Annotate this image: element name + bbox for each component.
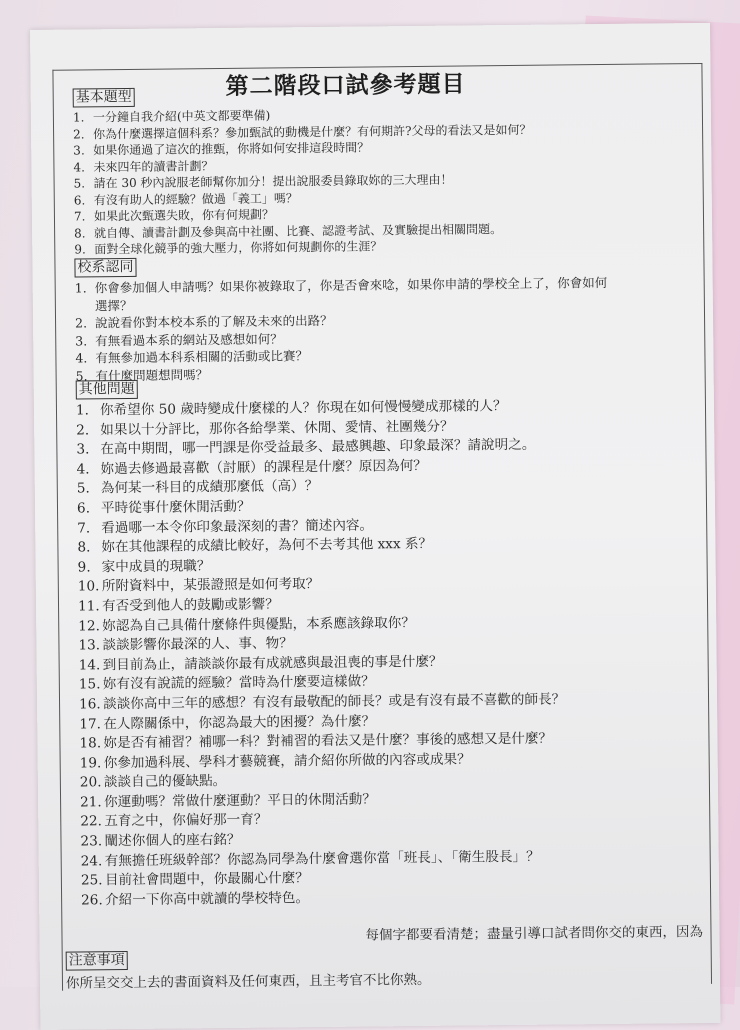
item-text: 你運動嗎？常做什麼運動？平日的休閒活動？ xyxy=(104,791,377,811)
item-text: 如果此次甄選失敗，你有何規劃？ xyxy=(93,207,275,224)
item-number: 5. xyxy=(75,367,88,384)
item-text: 說說看你對本校本系的了解及未來的出路？ xyxy=(94,312,333,331)
item-number: 4. xyxy=(76,461,90,478)
item-number: 3. xyxy=(76,441,90,458)
item-text: 就自傳、讀書計劃及參與高中社團、比賽、認證考試、及實驗提出相關問題。 xyxy=(94,221,503,240)
item-text: 談談自己的優缺點。 xyxy=(103,773,227,791)
section-heading: 其他問題 xyxy=(76,380,138,400)
item-number: 4. xyxy=(75,350,88,366)
item-number: 2. xyxy=(74,315,88,331)
item-text: 介紹一下你高中就讀的學校特色。 xyxy=(105,889,310,909)
item-number: 25. xyxy=(80,872,103,889)
item-number: 2. xyxy=(76,421,90,439)
notes-line-2: 你所呈交交上去的書面資料及任何東西， xyxy=(65,973,310,992)
notes-line-3: 且主考官不比你熟。 xyxy=(308,971,431,990)
item-number: 16. xyxy=(78,696,101,713)
item-text: 你會參加個人申請嗎？如果你被錄取了，你是否會來唸，如果你申請的學校全上了，你會如何 xyxy=(94,274,608,296)
item-number: 21. xyxy=(80,794,102,811)
item-text: 闡述你個人的座右銘？ xyxy=(104,831,241,850)
item-text: 有沒有助人的經驗？做過「義工」嗎？ xyxy=(93,190,298,207)
item-text: 面對全球化競爭的強大壓力，你將如何規劃你的生涯？ xyxy=(94,239,383,257)
item-text: 有無擔任班級幹部？你認為同學為什麼會選你當「班長」、「衛生股長」？ xyxy=(104,848,540,869)
item-number: 8. xyxy=(77,539,91,556)
item-text: 有什麼問題想問嗎？ xyxy=(95,366,209,383)
item-text: 如果以十分評比，那你各給學業、休閒、愛情、社團幾分？ xyxy=(100,418,454,438)
item-number: 7. xyxy=(73,209,86,224)
item-number: 2. xyxy=(73,126,85,142)
item-text: 在高中期間，哪一門課是你受益最多、最感興趣、印象最深？請說明之。 xyxy=(100,436,536,458)
item-text: 你希望你 50 歲時變成什麼樣的人？你現在如何慢慢變成那樣的人？ xyxy=(99,398,507,419)
item-text: 妳過去修過最喜歡（討厭）的課程是什麼？原因為何？ xyxy=(100,457,427,478)
notes-line-1: 每個字都要看清楚；盡量引導口試者問你交的東西，因為 xyxy=(365,924,704,944)
item-number: 1. xyxy=(75,402,90,419)
item-number: 13. xyxy=(78,637,101,654)
item-number: 1. xyxy=(72,110,85,125)
item-number: 12. xyxy=(78,617,100,635)
item-number: 22. xyxy=(80,813,103,830)
document-page xyxy=(30,23,720,1030)
item-number: 8. xyxy=(74,225,86,241)
item-text: 你為什麼選擇這個科系？參加甄試的動機是什麼？有何期許?父母的看法又是如何？ xyxy=(93,122,532,141)
section-other xyxy=(76,373,568,910)
item-text: 到目前為止，請談談你最有成就感與最沮喪的事是什麼？ xyxy=(102,653,443,673)
item-text: 請在 30 秒內說服老師幫你加分！提出說服委員錄取妳的三大理由！ xyxy=(93,172,453,191)
item-number: 17. xyxy=(79,715,101,733)
item-number: 24. xyxy=(80,852,103,870)
document-title: 第二階段口試參考題目 xyxy=(225,71,466,100)
item-number: 26. xyxy=(81,892,103,909)
item-number: 18. xyxy=(79,735,102,752)
item-text: 妳認為自己具備什麼條件與優點，本系應該錄取你？ xyxy=(102,614,415,634)
item-number: 4. xyxy=(73,159,85,175)
item-text-continuation: 選擇？ xyxy=(94,297,133,313)
item-text: 妳在其他課程的成績比較好，為何不去考其他 xxx 系？ xyxy=(101,535,433,556)
item-text: 談談影響你最深的人、事、物？ xyxy=(102,635,293,654)
item-number: 3. xyxy=(73,143,85,158)
item-number: 14. xyxy=(78,657,101,674)
item-text: 未來四年的讀書計劃？ xyxy=(93,158,214,174)
item-number: 5. xyxy=(73,176,86,191)
item-text: 一分鐘自我介紹(中英文都要準備) xyxy=(92,108,271,125)
item-text: 妳有沒有說謊的經驗？當時為什麼要這樣做？ xyxy=(102,673,375,693)
section-heading: 基本題型 xyxy=(73,88,135,108)
item-text: 家中成員的現職？ xyxy=(101,557,211,576)
item-number: 7. xyxy=(77,519,91,537)
item-number: 3. xyxy=(75,332,88,349)
item-text: 你參加過科展、學科才藝競賽，請介紹你所做的內容或成果？ xyxy=(103,751,471,771)
section-basic xyxy=(73,82,533,258)
item-number: 19. xyxy=(79,754,102,772)
item-text: 所附資料中，某張證照是如何考取？ xyxy=(101,576,320,595)
item-number: 6. xyxy=(76,500,91,517)
notes-section xyxy=(65,921,703,995)
item-text: 目前社會問題中，你最關心什麼？ xyxy=(104,870,309,889)
notes-heading: 注意事項 xyxy=(66,951,128,971)
item-text: 有否受到他人的鼓勵或影響？ xyxy=(101,596,279,615)
item-text: 有無看過本系的網站及感想如何？ xyxy=(95,330,283,348)
item-number: 10. xyxy=(77,578,100,595)
item-text: 如果你通過了這次的推甄，你將如何安排這段時間？ xyxy=(93,140,370,158)
item-text: 談談你高中三年的感想？有沒有最敬配的師長？或是有沒有最不喜歡的師長？ xyxy=(102,691,566,713)
section-heading: 校系認同 xyxy=(74,258,136,278)
item-text: 在人際關係中，你認為最大的困擾？為什麼？ xyxy=(103,712,376,732)
item-number: 1. xyxy=(74,280,87,296)
item-number: 5. xyxy=(76,480,90,497)
item-text: 平時從事什麼休閒活動？ xyxy=(100,498,251,517)
item-text: 有無參加過本科系相關的活動或比賽？ xyxy=(95,348,309,366)
section-school-identity xyxy=(74,251,608,385)
item-number: 11. xyxy=(77,598,100,615)
item-number: 23. xyxy=(80,833,103,850)
item-text: 為何某一科目的成績那麼低（高）？ xyxy=(100,478,319,497)
item-number: 15. xyxy=(78,676,101,693)
item-number: 9. xyxy=(74,242,86,257)
item-number: 6. xyxy=(73,192,86,208)
item-number: 9. xyxy=(77,559,91,576)
item-number: 20. xyxy=(79,774,102,791)
item-text: 五育之中，你偏好那一育？ xyxy=(104,812,268,830)
item-text: 妳是否有補習？補哪一科？對補習的看法又是什麼？事後的感想又是什麼？ xyxy=(103,730,553,752)
item-text: 看過哪一本令你印象最深刻的書？簡述內容。 xyxy=(101,516,374,536)
